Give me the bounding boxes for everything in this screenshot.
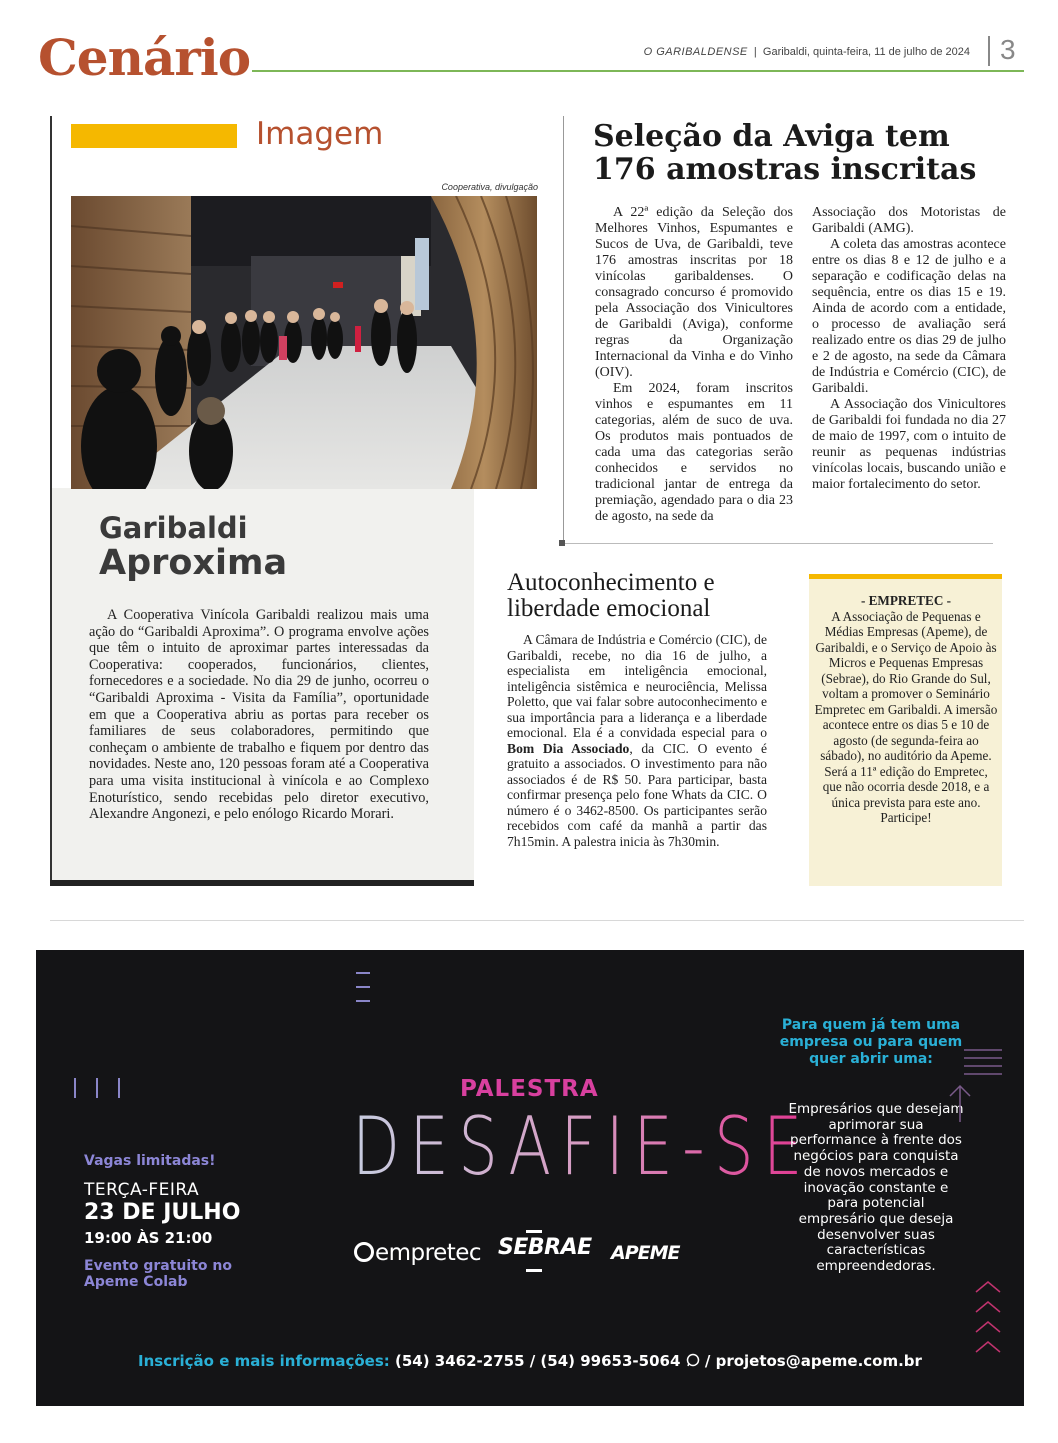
text-run: A Câmara de Indústria e Comércio (CIC), de Garibaldi, recebe, no dia 16 de julho, a especialista em inteligência emocional, inteligência sistêmica e neurociência, Melissa Poletto, que vai falar sobre autoconhecimento e sua importância para a liderança e a liberdade emocional. Ela é a convidada especial para o xyxy=(507,632,767,740)
decor-line xyxy=(118,1078,120,1098)
header-separator: | xyxy=(753,46,757,58)
section-title: Cenário xyxy=(38,28,251,87)
whatsapp-icon xyxy=(686,1353,700,1367)
apeme-logo: APEME xyxy=(611,1242,680,1264)
text-run: , da CIC. O evento é gratuito a associados. O investimento para não associados é de R$ 50. Para participar, basta confirmar presença pelo fone Whats da CIC. O número é o 3462-8500. Os participantes serão recebidos com café da manhã a partir das 7h15min. A palestra inicia às 7h30min. xyxy=(507,740,767,849)
ad-contact-line xyxy=(36,1352,1024,1370)
empretec-logo-text: empretec xyxy=(375,1240,482,1266)
aviga-column-2 xyxy=(812,205,1006,493)
sebrae-logo-mark xyxy=(526,1230,542,1272)
imagem-label: Imagem xyxy=(256,116,384,152)
decor-line xyxy=(74,1078,76,1098)
contact-phones: (54) 3462-2755 / (54) 99653-5064 xyxy=(394,1352,681,1370)
decor-line xyxy=(356,972,370,974)
decor-line xyxy=(96,1078,98,1098)
sebrae-logo xyxy=(498,1235,592,1260)
decor-line xyxy=(356,986,370,988)
article-paragraph: Associação dos Motoristas de Garibaldi (AMG). xyxy=(812,205,1006,236)
sebrae-logo-text: SEBRAE xyxy=(498,1235,592,1260)
photo-credit: Cooperativa, divulgação xyxy=(441,182,538,192)
empretec-logo-mark xyxy=(354,1242,374,1262)
page-number: 3 xyxy=(1000,34,1016,65)
contact-label: Inscrição e mais informações: xyxy=(138,1352,390,1370)
autoconhecimento-body xyxy=(507,632,767,849)
imagem-panel-bottom-rule xyxy=(50,880,474,886)
garibaldi-aproxima-title xyxy=(99,511,288,583)
article-bottom-rule xyxy=(563,543,993,544)
autoconhecimento-headline: Autoconhecimento e liberdade emocional xyxy=(507,569,715,622)
article-paragraph: A Cooperativa Vinícola Garibaldi realizou mais uma ação do “Garibaldi Aproxima”. O programa envolve ações que têm o intuito de aproximar partes interessadas da Cooperativa: cooperados, funcionários, clientes, fornecedores e a sociedade. No dia 29 de junho, ocorreu o “Garibaldi Aproxima - Visita da Família”, oportunidade em que a Cooperativa abriu as portas para receber os familiares de seus colaboradores, permitindo que conheçam o ambiente de trabalho e fiquem por dentro das novidades. Neste ano, 120 pessoas foram até a Cooperativa para uma visita institucional à vinícola e ao Complexo Enoturístico, sendo recebidas pelo diretor executivo, Alexandre Angonezi, e pelo enólogo Ricardo Morari. xyxy=(89,607,429,823)
page-number-divider xyxy=(988,36,990,66)
newspaper-name: O GARIBALDENSE xyxy=(643,46,748,58)
bold-program-name: Bom Dia Associado xyxy=(507,740,630,756)
title-line-2: Aproxima xyxy=(99,543,288,583)
aviga-column-1 xyxy=(595,205,793,525)
ad-weekday: TERÇA-FEIRA xyxy=(84,1180,200,1200)
palestra-advertisement xyxy=(36,950,1024,1406)
header-rule xyxy=(252,70,1024,72)
ad-description: Empresários que desejam aprimorar sua performance à frente dos negócios para conquista de novos mercados e inovação constante e para potencial empresário que deseja desenvolver suas características empreendedoras. xyxy=(788,1101,964,1275)
rule-corner-dot xyxy=(559,540,565,546)
header-meta xyxy=(644,46,970,58)
ad-vagas: Vagas limitadas! xyxy=(84,1153,216,1169)
article-paragraph xyxy=(507,632,767,849)
column-rule xyxy=(563,116,564,544)
imagem-accent-bar xyxy=(71,124,237,148)
empretec-heading: - EMPRETEC - xyxy=(860,593,952,608)
section-divider xyxy=(50,920,1024,921)
ad-date: 23 DE JULHO xyxy=(84,1200,241,1225)
arrow-up-decor-icon xyxy=(944,1046,1004,1126)
ad-audience-question: Para quem já tem uma empresa ou para quem quer abrir uma: xyxy=(779,1017,963,1067)
ad-time: 19:00 ÀS 21:00 xyxy=(84,1229,213,1247)
article-paragraph: A Associação dos Vinicultores de Garibaldi foi fundada no dia 27 de maio de 1997, com o intuito de reunir as pequenas indústrias vinícolas locais, buscando união e maior fortalecimento do setor. xyxy=(812,397,1006,492)
ad-title: DESAFIE-SE xyxy=(352,1100,812,1193)
ad-free-event: Evento gratuito no Apeme Colab xyxy=(84,1258,232,1290)
empretec-logo xyxy=(354,1240,481,1266)
contact-email: / projetos@apeme.com.br xyxy=(704,1352,922,1370)
cellar-visit-photo xyxy=(71,196,537,489)
article-paragraph: Em 2024, foram inscritos vinhos e espumantes em 11 categorias, além de suco de uva. Os produtos mais pontuados de cada uma das categorias serão conhecidos e servidos no tradicional jantar de entrega da premiação, agendado para o dia 23 de agosto, na sede da xyxy=(595,381,793,524)
aviga-headline: Seleção da Aviga tem 176 amostras inscritas xyxy=(593,119,977,187)
empretec-body: A Associação de Pequenas e Médias Empresas (Apeme), de Garibaldi, e o Serviço de Apoio às Micros e Pequenas Empresas (Sebrae), do Rio Grande do Sul, voltam a promover o Seminário Empretec em Garibaldi. A imersão acontece entre os dias 5 e 10 de agosto (de segunda-feira ao sábado), no auditório da Apeme. Será a 11ª edição do Empretec, que não ocorria desde 2018, e a única prevista para este ano. Participe! xyxy=(814,608,998,825)
dateline: Garibaldi, quinta-feira, 11 de julho de 2024 xyxy=(762,46,970,58)
decor-line xyxy=(356,1000,370,1002)
article-paragraph: A 22ª edição da Seleção dos Melhores Vinhos, Espumantes e Sucos de Uva, de Garibaldi, teve 176 amostras inscritas por 18 vinícolas garibaldenses. O consagrado concurso é promovido pela Associação dos Vinicultores de Garibaldi (Aviga), conforme regras da Organização Internacional da Vinha e do Vinho (OIV). xyxy=(595,205,793,380)
article-paragraph: A coleta das amostras acontece entre os dias 8 e 12 de julho e a separação e codificação delas na sequência, entre os dias 15 e 19. Ainda de acordo com a entidade, o processo de avaliação será realizado entre os dias 29 de julho e 2 de agosto, na sede da Câmara de Indústria e Comércio (CIC), de Garibaldi. xyxy=(812,237,1006,396)
empretec-text xyxy=(814,593,998,826)
garibaldi-aproxima-body xyxy=(89,607,429,823)
ad-kicker: PALESTRA xyxy=(460,1076,599,1102)
title-line-1: Garibaldi xyxy=(99,511,248,545)
